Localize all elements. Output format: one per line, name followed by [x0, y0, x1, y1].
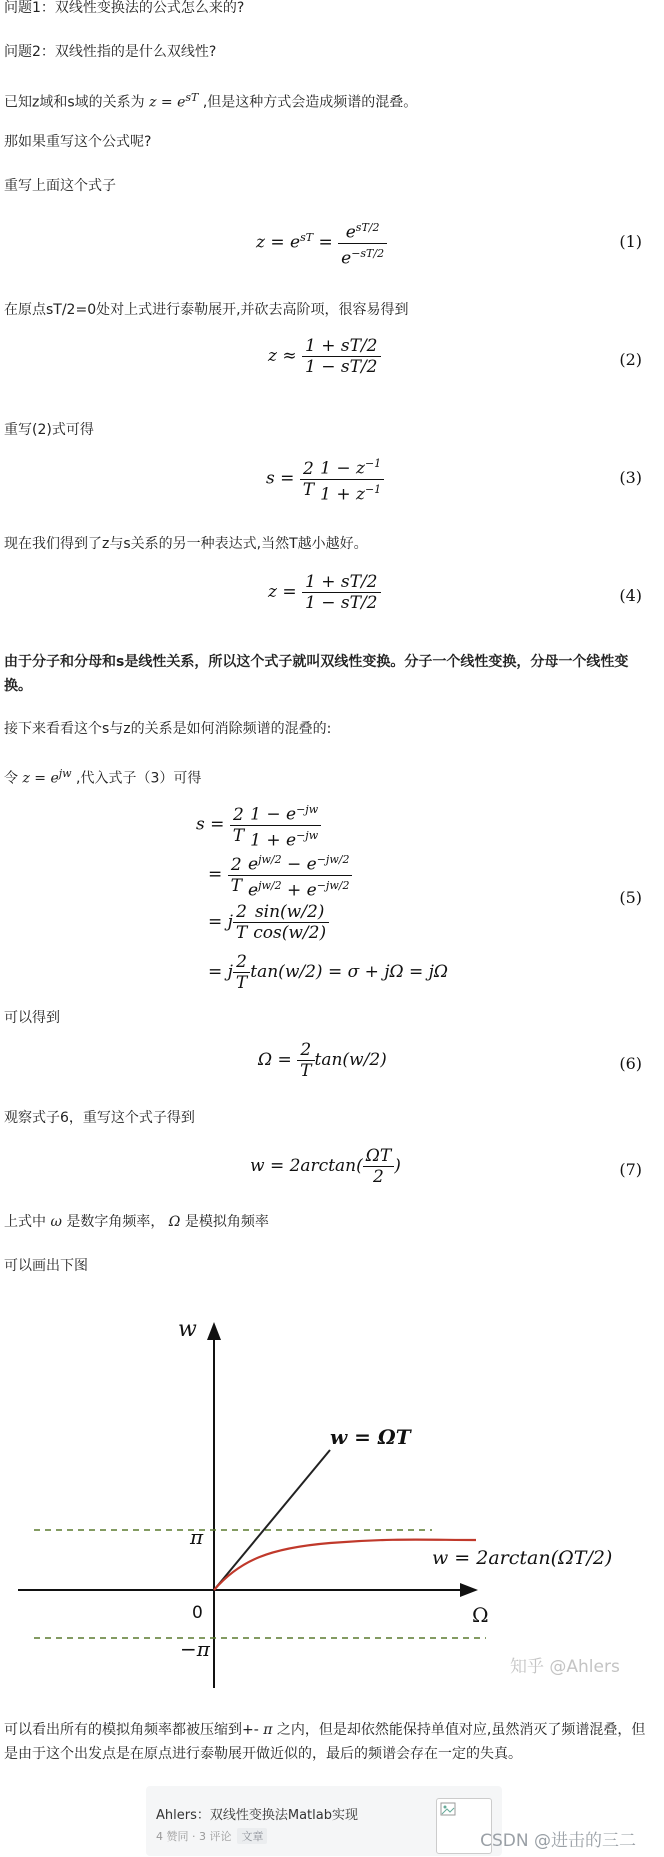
eq5-l1-T: T — [230, 825, 247, 846]
can-get-text: 可以得到 — [4, 1010, 60, 1026]
conclusion-a: 可以看出所有的模拟角频率都被压缩到+- — [4, 1722, 264, 1738]
let-sup: jw — [58, 767, 72, 780]
eq5-l3-frac — [250, 902, 329, 943]
eq5-l3-T: T — [233, 922, 250, 943]
question-1: 问题1：双线性变换法的公式怎么来的? — [4, 0, 245, 16]
eq3-den2-sup: −1 — [364, 482, 382, 496]
csdn-watermark: CSDN @进击的三二 — [480, 1831, 636, 1851]
eq5-l2-num-a: e — [248, 854, 259, 875]
article-link-card[interactable] — [146, 1786, 502, 1856]
eq1-lhs: z = e — [256, 232, 301, 253]
eq5-l1-frac-2t — [230, 805, 247, 846]
eq2-fraction — [302, 336, 380, 377]
eq6-label: (6) — [619, 1054, 642, 1073]
eq5-l2-num-b: − e — [281, 854, 317, 875]
eq5-l1-two: 2 — [233, 804, 244, 825]
eq1-label: (1) — [619, 232, 642, 251]
eq5-l2-lhs: = — [208, 864, 228, 885]
card-meta — [156, 1828, 267, 1844]
eq4-fraction — [302, 572, 380, 613]
mapping-figure — [0, 1300, 664, 1700]
eq7-fraction — [363, 1146, 394, 1187]
line-label: w = ΩT — [330, 1425, 411, 1449]
eq2-lhs: z ≈ — [268, 346, 303, 366]
eq5-line-3 — [208, 902, 329, 943]
eq5-l4-two: 2 — [236, 952, 247, 972]
eq5-l4-T: T — [233, 972, 250, 993]
equation-6 — [0, 1040, 664, 1096]
eq5-l1-num-sup: −jw — [296, 803, 319, 816]
card-tag: 文章 — [237, 1828, 267, 1844]
question-2: 问题2：双线性指的是什么双线性? — [4, 44, 217, 60]
eq5-line-1 — [196, 800, 321, 850]
eq5-l4-rest: tan(w/2) = σ + jΩ = jΩ — [250, 962, 449, 982]
eq3-frac-2t — [300, 459, 317, 500]
taylor-text: 在原点sT/2=0处对上式进行泰勒展开,并砍去高阶项，很容易得到 — [4, 302, 409, 318]
conclusion-text — [4, 1718, 650, 1766]
equation-1 — [0, 218, 664, 274]
eq5-l2-den-a-sup: jw/2 — [258, 878, 282, 892]
eq1-num-sup: sT/2 — [355, 221, 380, 234]
eq4-num: 1 + sT/2 — [305, 572, 378, 592]
eq6-lhs: Ω = — [258, 1050, 298, 1070]
eq5-l2-num-a-sup: jw/2 — [258, 853, 282, 866]
x-axis-arrow — [460, 1583, 478, 1597]
eq1-lhs-sup: sT — [300, 231, 314, 244]
known-sup: sT — [185, 91, 199, 104]
observe-text: 观察式子6，重写这个式子得到 — [4, 1110, 195, 1126]
y-axis-label: w — [178, 1317, 197, 1342]
card-title[interactable]: Ahlers：双线性变换法Matlab实现 — [156, 1808, 358, 1823]
origin-label: 0 — [192, 1603, 203, 1623]
eq2-label: (2) — [619, 350, 642, 369]
equation-2 — [0, 336, 664, 392]
equation-5 — [0, 800, 664, 1000]
omega-text — [4, 1210, 650, 1234]
eq1-num: e — [345, 222, 356, 243]
eq4-lhs: z = — [268, 582, 303, 602]
eq5-l3-frac-2t — [233, 902, 250, 943]
eq5-line-4 — [208, 952, 448, 993]
eq5-l1-den: 1 + e — [250, 830, 297, 851]
eq1-den-sup: −sT/2 — [351, 246, 385, 260]
known-relation-text — [4, 86, 650, 115]
eq1-den: e — [341, 248, 352, 269]
eq7-den: 2 — [363, 1166, 394, 1187]
Omega-sym: Ω — [168, 1214, 181, 1230]
eq3-num2: 1 − z — [320, 458, 365, 479]
eq5-l3-lhs: = j — [208, 912, 233, 932]
eq5-l4-lhs: = j — [208, 962, 233, 982]
eq7-lhs: w = 2arctan( — [250, 1156, 363, 1176]
eq5-l2-den-b-sup: −jw/2 — [316, 878, 350, 892]
eq2-den: 1 − sT/2 — [302, 356, 380, 377]
rewrite-above: 重写上面这个式子 — [4, 178, 116, 194]
known-prefix: 已知z域和s域的关系为 — [4, 94, 150, 111]
x-axis-label: Ω — [472, 1603, 489, 1627]
omega-sym: ω — [50, 1214, 62, 1230]
omega-suffix: 是模拟角频率 — [180, 1214, 269, 1230]
zhihu-watermark: 知乎 @Ahlers — [510, 1657, 620, 1677]
eq6-fraction — [297, 1040, 314, 1081]
rewrite2-text: 重写(2)式可得 — [4, 422, 94, 438]
eq5-l2-num-b-sup: −jw/2 — [316, 853, 350, 866]
eq7-num: ΩT — [365, 1146, 392, 1166]
eq5-l4-frac-2t — [233, 952, 250, 993]
y-axis-arrow — [207, 1322, 221, 1340]
eq3-den1: T — [300, 479, 317, 500]
let-math: z = e — [22, 770, 59, 787]
let-prefix: 令 — [4, 770, 23, 787]
eq4-den: 1 − sT/2 — [302, 592, 380, 613]
eq5-l3-num: sin(w/2) — [254, 902, 325, 922]
eq5-l2-two: 2 — [230, 854, 242, 875]
eq5-l2-T: T — [228, 875, 245, 896]
omega-prefix: 上式中 — [4, 1214, 51, 1230]
eq5-l1-num: 1 − e — [250, 804, 297, 825]
rewrite-question: 那如果重写这个公式呢? — [4, 134, 152, 150]
eq4-label: (4) — [619, 586, 642, 605]
eq3-lhs: s = — [266, 468, 300, 489]
let-suffix: ,代入式子（3）可得 — [71, 770, 202, 787]
eq6-den: T — [297, 1060, 314, 1081]
eq3-num2-sup: −1 — [364, 457, 382, 470]
conclusion-b: 之内，但是却依然能保持单值对应,虽然消灭了频谱混叠，但是由于这个出发点是在原点进行泰勒展开做近似的，最后的频谱会存在一定的失真。 — [4, 1722, 646, 1762]
neg-pi-label: −π — [180, 1637, 210, 1661]
pi-label: π — [190, 1525, 204, 1549]
eq5-l1-lhs: s = — [196, 814, 230, 835]
eq5-l2-frac-2t — [228, 855, 245, 896]
known-math: z = e — [149, 94, 186, 111]
eq6-rest: tan(w/2) — [314, 1050, 387, 1070]
eq5-l2-den-b: + e — [281, 880, 317, 901]
let-text — [4, 762, 650, 791]
eq3-num1: 2 — [303, 458, 314, 479]
eq5-l2-den-a: e — [248, 880, 259, 901]
equation-3 — [0, 454, 664, 512]
eq5-l1-frac — [247, 800, 321, 850]
next-text: 接下来看看这个s与z的关系是如何消除频谱的混叠的: — [4, 721, 332, 737]
linear-line — [214, 1450, 330, 1590]
eq7-label: (7) — [619, 1160, 642, 1179]
conclusion-pi: π — [263, 1722, 273, 1738]
known-suffix: ,但是这种方式会造成频谱的混叠。 — [198, 94, 418, 111]
eq5-l3-den: cos(w/2) — [250, 922, 329, 943]
eq5-label: (5) — [619, 888, 642, 907]
eq1-fraction — [338, 218, 387, 268]
eq3-frac-z — [317, 454, 384, 504]
card-meta-text: 4 赞同 · 3 评论 — [156, 1830, 232, 1843]
draw-text: 可以画出下图 — [4, 1258, 88, 1274]
equation-7 — [0, 1146, 664, 1202]
eq6-num: 2 — [300, 1040, 312, 1060]
eq2-num: 1 + sT/2 — [305, 336, 378, 356]
eq5-l2-frac — [245, 850, 352, 900]
eq1-equals: = — [313, 232, 339, 253]
eq5-l1-den-sup: −jw — [296, 828, 319, 842]
equation-4 — [0, 572, 664, 628]
eq3-label: (3) — [619, 468, 642, 487]
eq7-rest: ) — [394, 1156, 401, 1176]
eq5-line-2 — [208, 850, 352, 900]
curve-label: w = 2arctan(ΩT/2) — [432, 1547, 613, 1569]
bold-note: 由于分子和分母和s是线性关系，所以这个式子就叫双线性变换。分子一个线性变换，分母一个线性变换。 — [4, 654, 629, 694]
eq3-den2: 1 + z — [320, 484, 365, 505]
eq5-l3-two: 2 — [236, 902, 247, 922]
omega-mid: 是数字角频率， — [61, 1214, 169, 1230]
now-text: 现在我们得到了z与s关系的另一种表达式,当然T越小越好。 — [4, 536, 368, 552]
